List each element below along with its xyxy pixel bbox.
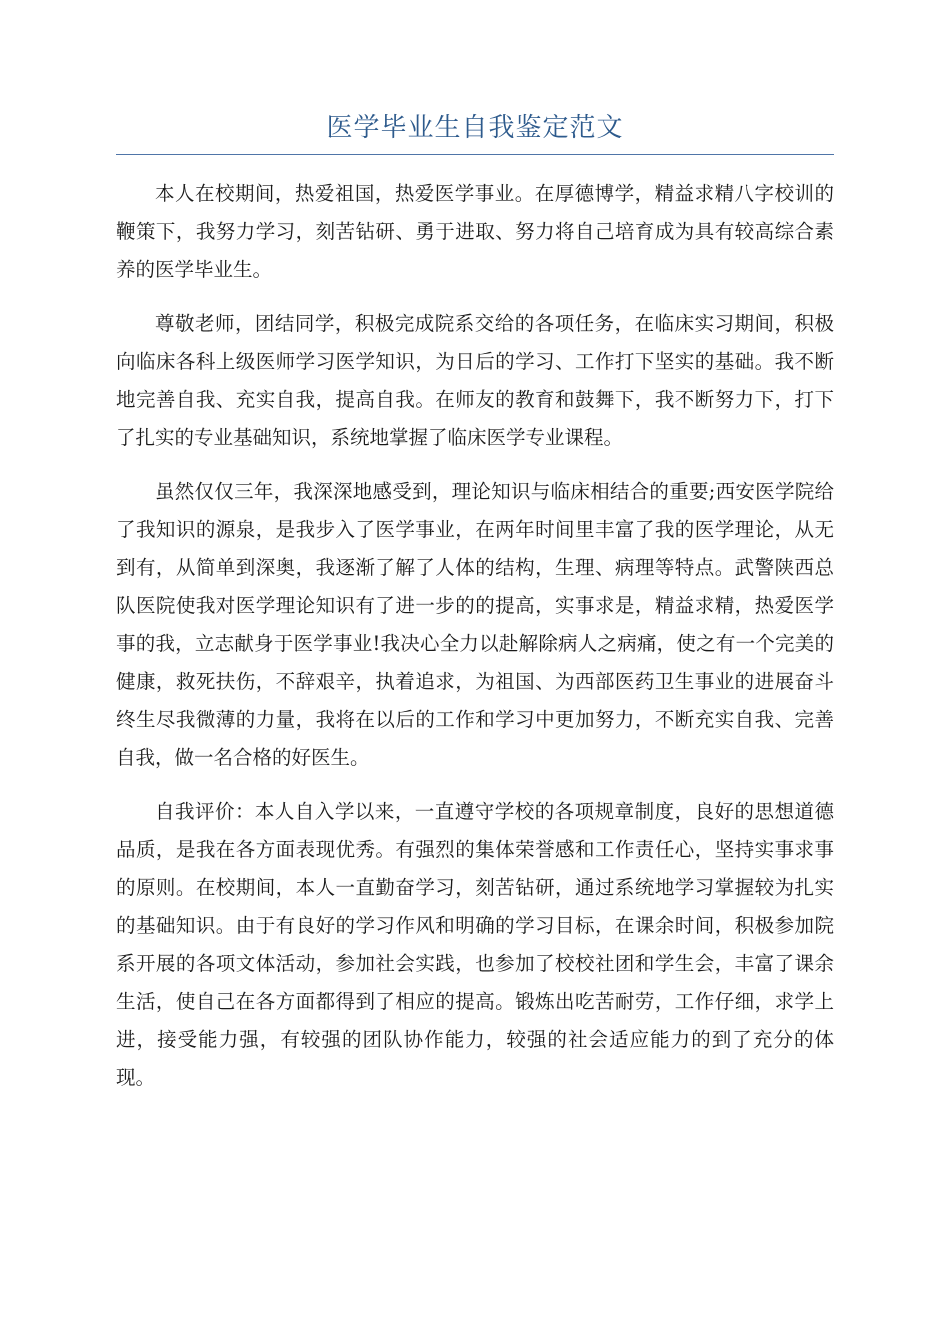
document-body bbox=[116, 175, 834, 1097]
paragraph-2: 尊敬老师，团结同学，积极完成院系交给的各项任务，在临床实习期间，积极向临床各科上级医师学习医学知识，为日后的学习、工作打下坚实的基础。我不断地完善自我、充实自我，提高自我。在师友的教育和鼓舞下，我不断努力下，打下了扎实的专业基础知识，系统地掌握了临床医学专业课程。 bbox=[116, 312, 834, 449]
paragraph-4: 自我评价：本人自入学以来，一直遵守学校的各项规章制度，良好的思想道德品质，是我在各方面表现优秀。有强烈的集体荣誉感和工作责任心，坚持实事求事的原则。在校期间，本人一直勤奋学习，刻苦钻研，通过系统地学习掌握较为扎实的基础知识。由于有良好的学习作风和明确的学习目标，在课余时间，积极参加院系开展的各项文体活动，参加社会实践，也参加了校校社团和学生会，丰富了课余生活，使自己在各方面都得到了相应的提高。锻炼出吃苦耐劳，工作仔细，求学上进，接受能力强，有较强的团队协作能力，较强的社会适应能力的到了充分的体现。 bbox=[116, 800, 834, 1089]
paragraph-3: 虽然仅仅三年，我深深地感受到，理论知识与临床相结合的重要;西安医学院给了我知识的源泉，是我步入了医学事业，在两年时间里丰富了我的医学理论，从无到有，从简单到深奥，我逐渐了解了人体的结构，生理、病理等特点。武警陕西总队医院使我对医学理论知识有了进一步的的提高，实事求是，精益求精，热爱医学事的我，立志献身于医学事业!我决心全力以赴解除病人之病痛，使之有一个完美的健康，救死扶伤，不辞艰辛，执着追求，为祖国、为西部医药卫生事业的进展奋斗终生尽我微薄的力量，我将在以后的工作和学习中更加努力，不断充实自我、完善自我，做一名合格的好医生。 bbox=[116, 480, 834, 769]
paragraph-1: 本人在校期间，热爱祖国，热爱医学事业。在厚德博学，精益求精八字校训的鞭策下，我努力学习，刻苦钻研、勇于进取、努力将自己培育成为具有较高综合素养的医学毕业生。 bbox=[116, 182, 834, 281]
document-page bbox=[116, 108, 834, 1113]
document-title: 医学毕业生自我鉴定范文 bbox=[116, 108, 834, 155]
